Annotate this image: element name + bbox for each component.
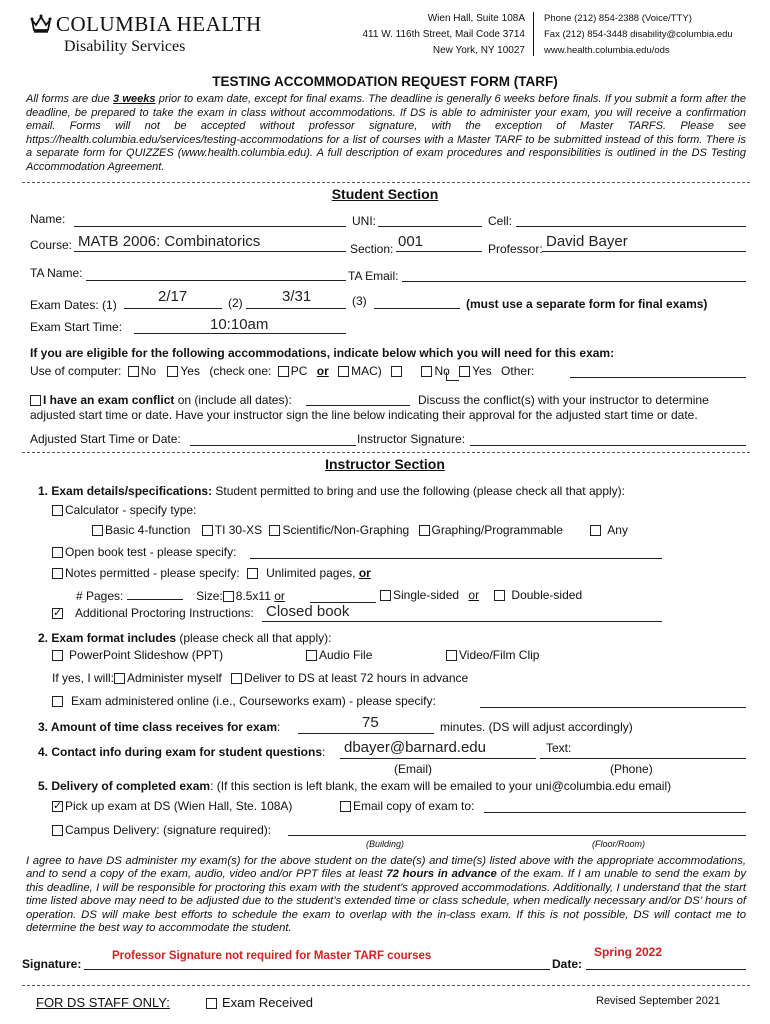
q3-row <box>38 720 280 734</box>
q5-row <box>38 779 671 793</box>
address-line: New York, NY 10027 <box>432 45 525 56</box>
calculator-checkbox[interactable] <box>52 505 63 516</box>
ta-email-field[interactable] <box>402 281 746 282</box>
campus-checkbox[interactable] <box>52 825 63 836</box>
q2-row <box>38 631 331 645</box>
q3-tail: minutes. (DS will adjust accordingly) <box>440 720 633 734</box>
computer-label: Use of computer: <box>30 364 122 378</box>
section-value[interactable]: 001 <box>398 233 424 250</box>
q1-bold: 1. Exam details/specifications: <box>38 484 213 498</box>
video-checkbox[interactable] <box>446 650 457 661</box>
floor-caption: (Floor/Room) <box>592 839 646 849</box>
open-book-field[interactable] <box>250 558 662 559</box>
fax-email-line: Fax (212) 854-3448 disability@columbia.edu <box>544 29 733 40</box>
pc-checkbox[interactable] <box>278 366 289 377</box>
computer-no-label: No <box>140 364 157 378</box>
final-exam-note: (must use a separate form for final exams) <box>466 297 708 311</box>
email-copy-label: Email copy of exam to: <box>353 799 475 813</box>
audio-row <box>306 648 372 662</box>
any-checkbox[interactable] <box>590 525 601 536</box>
adjusted-field[interactable] <box>190 445 356 446</box>
other-field[interactable] <box>570 377 746 378</box>
adjusted-label: Adjusted Start Time or Date: <box>30 432 181 446</box>
signature-label: Signature: <box>22 957 82 971</box>
sided-row <box>380 588 582 602</box>
conflict-line-2: adjusted start time or date. Have your instructor sign the line below indicating their approval for the adjusted start time or date. <box>30 408 698 422</box>
signature-label-text: Signature <box>22 957 78 971</box>
start-time-field <box>134 333 346 334</box>
date-label: Date: <box>552 957 583 971</box>
size-checkbox[interactable] <box>223 591 234 602</box>
revised-date: Revised September 2021 <box>596 995 721 1007</box>
agreement-paragraph <box>26 855 746 935</box>
logo-subtitle: Disability Services <box>64 38 186 55</box>
staff-only-label: FOR DS STAFF ONLY: <box>36 995 170 1010</box>
computer-yes-checkbox[interactable] <box>167 366 178 377</box>
single-sided-checkbox[interactable] <box>380 590 391 601</box>
size-or: or <box>274 589 285 603</box>
pc-label: PC <box>290 364 308 378</box>
text-label: Text: <box>546 741 572 755</box>
q5-text: : (If this section is left blank, the exam will be emailed to your uni@columbia.edu email) <box>210 779 672 793</box>
intro-paragraph <box>26 93 746 175</box>
q4-row <box>38 745 325 759</box>
or-label: or <box>316 364 329 378</box>
instructor-signature-field[interactable] <box>470 445 746 446</box>
header-divider <box>533 12 534 56</box>
conflict-end: Discuss the conflict(s) with your instructor to determine <box>418 393 709 407</box>
agreement-bold: 72 hours in advance <box>386 868 497 881</box>
email-copy-row <box>340 799 474 813</box>
agreement-text: I agree to have DS administer my exam(s) for the above student on the date(s) and time(s) listed above with the appropriate accommodations, and to send a copy of the exam, audio, video and/or PPT files at least <box>26 855 746 881</box>
pickup-label: Pick up exam at DS (Wien Hall, Ste. 108A) <box>65 799 293 813</box>
email-copy-field[interactable] <box>484 812 746 813</box>
signature-field[interactable] <box>84 969 550 970</box>
ta-email-label: TA Email: <box>348 269 399 283</box>
name-field[interactable] <box>74 226 346 227</box>
notes-label: Notes permitted - please specify: <box>65 566 240 580</box>
student-section-heading: Student Section <box>331 186 439 202</box>
other-yes-label: Yes <box>472 364 492 378</box>
address-line: Wien Hall, Suite 108A <box>427 13 525 24</box>
conflict-checkbox[interactable] <box>30 395 41 406</box>
course-field <box>74 251 346 252</box>
other-no-label: No <box>434 364 450 378</box>
exam-date-2-field <box>246 308 346 309</box>
additional-field <box>262 621 662 622</box>
section-divider <box>22 182 750 183</box>
q1-text: Student permitted to bring and use the following (please check all that apply): <box>212 484 625 498</box>
instructor-signature-label: Instructor Signature: <box>357 432 466 446</box>
campus-label: Campus Delivery: (signature required): <box>65 823 272 837</box>
q4-colon: : <box>322 745 326 759</box>
double-sided-label: Double-sided <box>511 588 583 602</box>
administer-label: Administer myself <box>127 671 222 685</box>
q3-field <box>298 733 434 734</box>
intro-weeks: 3 weeks <box>113 93 156 105</box>
q1-row <box>38 484 625 498</box>
exam-dates-label: Exam Dates: (1) <box>30 298 117 312</box>
notes-or: or <box>358 566 371 580</box>
intro-text: All forms are due <box>26 93 114 105</box>
q3-bold: 3. Amount of time class receives for exam <box>38 720 277 734</box>
mac-label: MAC) <box>351 364 382 378</box>
conflict-dates-field[interactable] <box>306 405 410 406</box>
additional-label: Additional Proctoring Instructions: <box>75 606 254 620</box>
exam-date-1[interactable]: 2/17 <box>158 288 188 305</box>
conflict-mid: on (include all dates): <box>174 393 292 407</box>
pages-label: # Pages: <box>76 589 124 603</box>
q4-phone-field[interactable] <box>540 758 746 759</box>
pc-mac-bracket <box>446 372 459 381</box>
mac-checkbox[interactable] <box>338 366 349 377</box>
crown-logo-icon <box>30 14 52 34</box>
computer-yes-label: Yes <box>180 364 200 378</box>
course-value[interactable]: MATB 2006: Combinatorics <box>78 233 261 250</box>
exam-date-2-label: (2) <box>228 296 243 310</box>
notes-checkbox[interactable] <box>52 568 63 579</box>
cell-label: Cell: <box>488 214 513 228</box>
if-yes-row <box>52 671 468 685</box>
pickup-row <box>52 799 292 813</box>
other-label: Other: <box>501 364 535 378</box>
other-no-checkbox[interactable] <box>421 366 432 377</box>
start-time-value[interactable]: 10:10am <box>210 316 269 333</box>
other-mac-checkbox[interactable] <box>391 366 402 377</box>
graphing-label: Graphing/Programmable <box>431 523 563 537</box>
ppt-row <box>52 648 223 662</box>
online-label: Exam administered online (i.e., Courseworks exam) - please specify: <box>71 694 436 708</box>
exam-date-3-label: (3) <box>352 294 367 308</box>
video-row <box>446 648 539 662</box>
ta-name-label: TA Name: <box>30 266 83 280</box>
ppt-checkbox[interactable] <box>52 650 63 661</box>
scientific-checkbox[interactable] <box>269 525 280 536</box>
computer-no-checkbox[interactable] <box>128 366 139 377</box>
professor-label: Professor: <box>488 242 543 256</box>
email-caption: (Email) <box>394 762 432 776</box>
exam-received-checkbox[interactable] <box>206 998 217 1009</box>
footer-divider <box>22 985 750 986</box>
exam-date-1-field <box>124 308 222 309</box>
uni-field[interactable] <box>378 226 482 227</box>
name-label: Name: <box>30 212 66 226</box>
additional-row <box>52 606 254 620</box>
eligible-instruction: If you are eligible for the following accommodations, indicate below which you will need for this exam: <box>30 346 615 360</box>
logo-name: COLUMBIA HEALTH <box>56 12 262 36</box>
any-label: Any <box>607 523 628 537</box>
double-sided-checkbox[interactable] <box>494 590 505 601</box>
exam-date-3-field[interactable] <box>374 308 460 309</box>
open-book-label: Open book test - please specify: <box>65 545 237 559</box>
online-field[interactable] <box>480 707 746 708</box>
uni-label: UNI: <box>352 214 376 228</box>
if-yes-label: If yes, I will: <box>52 671 115 685</box>
pickup-checkbox[interactable] <box>52 801 63 812</box>
ti-label: TI 30-XS <box>214 523 263 537</box>
q2-text: (please check all that apply): <box>176 631 332 645</box>
q3-colon: : <box>277 720 281 734</box>
pages-field[interactable] <box>127 599 183 600</box>
campus-field[interactable] <box>288 835 746 836</box>
administer-checkbox[interactable] <box>114 673 125 684</box>
video-label: Video/Film Clip <box>459 648 540 662</box>
conflict-bold: I have an exam conflict <box>43 393 175 407</box>
check-one-label: (check one: <box>209 364 272 378</box>
exam-received-row <box>206 995 313 1010</box>
pages-row <box>76 589 285 603</box>
unlimited-checkbox[interactable] <box>247 568 258 579</box>
graphing-checkbox[interactable] <box>419 525 430 536</box>
q2-bold: 2. Exam format includes <box>38 631 177 645</box>
open-book-row <box>52 545 236 559</box>
phone-caption: (Phone) <box>610 762 653 776</box>
campus-row <box>52 823 271 837</box>
audio-checkbox[interactable] <box>306 650 317 661</box>
basic-checkbox[interactable] <box>92 525 103 536</box>
q4-email-value[interactable]: dbayer@barnard.edu <box>344 739 486 756</box>
open-book-checkbox[interactable] <box>52 547 63 558</box>
website-line: www.health.columbia.edu/ods <box>544 45 670 56</box>
unlimited-label: Unlimited pages, <box>266 566 356 580</box>
q3-value[interactable]: 75 <box>362 714 379 731</box>
master-tarf-note: Professor Signature not required for Master TARF courses <box>112 950 432 962</box>
deliver-checkbox[interactable] <box>231 673 242 684</box>
date-field <box>586 969 746 970</box>
start-time-label: Exam Start Time: <box>30 320 123 334</box>
audio-label: Audio File <box>319 648 373 662</box>
online-checkbox[interactable] <box>52 696 63 707</box>
conflict-row <box>30 393 292 407</box>
date-value[interactable]: Spring 2022 <box>594 945 663 959</box>
ta-name-field[interactable] <box>86 280 346 281</box>
sided-or: or <box>468 588 480 602</box>
calculator-label: Calculator - specify type: <box>65 503 197 517</box>
single-sided-label: Single-sided <box>393 588 460 602</box>
building-caption: (Building) <box>366 839 405 849</box>
email-copy-checkbox[interactable] <box>340 801 351 812</box>
intro-text: prior to exam date, except for final exams. The deadline is generally 6 weeks before finals. If you submit a form after the deadline, be prepared to take the exam in class without accommodations. If DS is able to administer your exam, you will receive a confirmation email. Forms will not be accepted without professor signature, with the exception of Master TARFS. Please see https://health.columbia.edu/services/testing-accommodations for a list of courses with a Master TARF to be submitted instead of this form. There is a separate form for QUIZZES (www.health.columbia.edu). A full description of exam procedures and responsibilities is outlined in the DS Testing Accommodation Agreement. <box>26 93 747 173</box>
section-divider <box>22 452 750 453</box>
professor-value[interactable]: David Bayer <box>546 233 628 250</box>
deliver-label: Deliver to DS at least 72 hours in advance <box>244 671 469 685</box>
form-title: TESTING ACCOMMODATION REQUEST FORM (TARF) <box>212 74 558 89</box>
q5-bold: 5. Delivery of completed exam <box>38 779 211 793</box>
exam-received-label: Exam Received <box>222 995 314 1010</box>
instructor-section-heading: Instructor Section <box>325 456 445 472</box>
additional-checkbox[interactable] <box>52 608 63 619</box>
section-field <box>396 251 482 252</box>
online-row <box>52 694 436 708</box>
cell-field[interactable] <box>516 226 746 227</box>
ti-checkbox[interactable] <box>202 525 213 536</box>
size-value: 8.5x11 <box>235 589 271 603</box>
scientific-label: Scientific/Non-Graphing <box>282 523 410 537</box>
phone-line: Phone (212) 854-2388 (Voice/TTY) <box>544 13 692 24</box>
course-label: Course: <box>30 238 73 252</box>
calculator-types-row <box>92 523 628 537</box>
q4-bold: 4. Contact info during exam for student questions <box>38 745 323 759</box>
header-address <box>360 11 525 59</box>
agreement-text: of the exam. If I am unable to send the exam by this deadline, I will be responsible for proctoring this exam with the student’s approved accommodations. Additionally, I understand that the start time listed above may need to be adjusted due to the student’s extended time or class schedule, when medically necessary and/or DS’ hours of operation. DS will make best efforts to schedule the exam to overlap with the in-class exam. If this is not possible, DS will contact me to determine the best way to accommodate the student. <box>26 868 747 935</box>
q4-email-field <box>340 758 536 759</box>
ppt-label: PowerPoint Slideshow (PPT) <box>69 648 224 662</box>
size-label: Size: <box>196 589 223 603</box>
calculator-row <box>52 503 196 517</box>
other-yes-checkbox[interactable] <box>459 366 470 377</box>
basic-label: Basic 4-function <box>105 523 191 537</box>
professor-field <box>542 251 746 252</box>
additional-value[interactable]: Closed book <box>266 603 350 620</box>
notes-row <box>52 566 371 580</box>
exam-date-2[interactable]: 3/31 <box>282 288 312 305</box>
header-contact <box>544 11 733 59</box>
address-line: 411 W. 116th Street, Mail Code 3714 <box>362 29 525 40</box>
section-label: Section: <box>350 242 394 256</box>
